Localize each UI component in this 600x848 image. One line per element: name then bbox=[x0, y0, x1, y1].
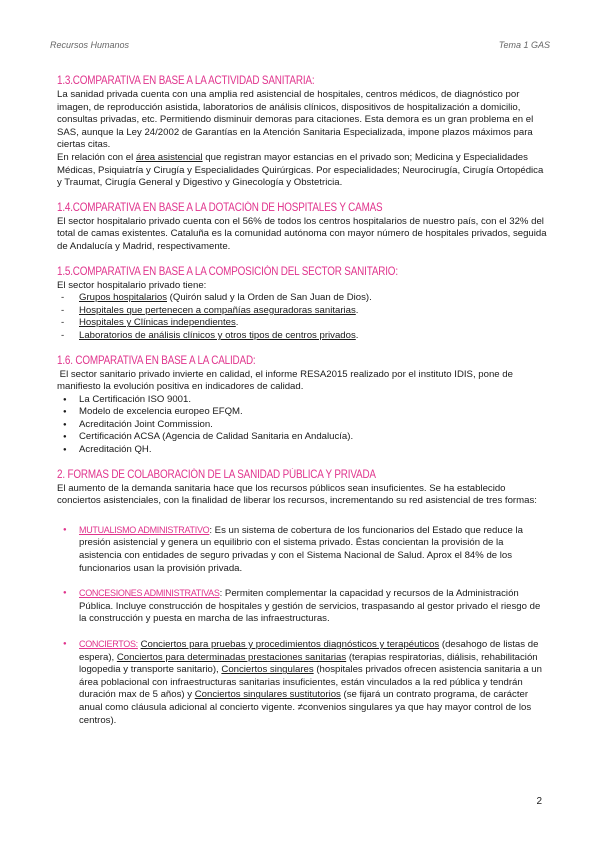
text-run: : Es un sistema de cobertura de los funcionarios del Estado que reduce la presión asistencial y genera un equilibrio con el sistema privado. Éstas concientan la provisión de la asistencia con entidades de seguro privadas y con el Sistema Nacional de Salud. Aprox el 84% de los funcionarios usan la provisión privada. bbox=[79, 524, 523, 574]
text-run: (Quirón salud y la Orden de San Juan de Dios). bbox=[167, 292, 372, 304]
list-item: ● Modelo de excelencia europeo EFQM. bbox=[57, 406, 547, 419]
list-item: ● Acreditación QH. bbox=[57, 444, 547, 457]
running-header-right: Tema 1 GAS bbox=[498, 40, 550, 50]
underlined-term: Conciertos singulares sustitutorios bbox=[194, 689, 341, 701]
page-number: 2 bbox=[536, 796, 542, 807]
underlined-term: Grupos hospitalarios bbox=[79, 292, 167, 304]
text-run: (se fijará un contrato programa, de carácter anual como cláusula adicional al concierto vigente. ≠convenios singulares ya que hay mayor control de los centros). bbox=[79, 689, 532, 726]
text-run: : Permiten complementar la capacidad y recursos de la Administración Pública. Incluye construcción de hospitales y gestión de servicios, traspasando al gestor privado el riesgo de la construcción y puesta en marcha de las infraestructuras. bbox=[79, 588, 541, 625]
section-1-5 bbox=[57, 265, 547, 343]
list-item-mutualismo bbox=[57, 524, 547, 575]
list-item-conciertos bbox=[57, 638, 547, 727]
list-item-concesiones bbox=[57, 587, 547, 626]
list-item bbox=[57, 330, 547, 343]
section-1-4 bbox=[57, 201, 547, 254]
paragraph: El sector hospitalario privado tiene: bbox=[57, 279, 207, 291]
list-item: ● Certificación ACSA (Agencia de Calidad Sanitaria en Andalucía). bbox=[57, 431, 547, 444]
underlined-term: Hospitales que pertenecen a compañías aseguradoras sanitarias bbox=[79, 304, 356, 316]
section-1-6 bbox=[57, 354, 547, 457]
text-run: que registran mayor estancias en el privado son; Medicina y Especialidades Médicas, Psiquiatría y Cirugía y Especialidades Quirúrgicas. Por especialidades; Neurocirugía, Cirugía Ortopédica y Traumat, Cirugía General y Digestivo y Ginecología y Obstetricia. bbox=[57, 151, 544, 189]
paragraph bbox=[57, 152, 547, 190]
paragraph: El aumento de la demanda sanitaria hace que los recursos públicos sean insuficientes. Se ha establecido conciertos asistenciales, con la finalidad de liberar los recursos, incrementando su red asistencial de tres formas: bbox=[57, 482, 537, 507]
list-item bbox=[57, 305, 547, 318]
section-title: 1.3.COMPARATIVA EN BASE A LA ACTIVIDAD SANITARIA: bbox=[57, 75, 315, 87]
running-header-left: Recursos Humanos bbox=[50, 40, 130, 50]
collaboration-list bbox=[57, 524, 547, 727]
quality-list bbox=[57, 394, 547, 457]
text-run: . bbox=[355, 304, 359, 316]
list-item: ● Acreditación Joint Commission. bbox=[57, 419, 547, 432]
term-tag: CONCIERTOS: bbox=[79, 639, 138, 649]
underlined-term: Conciertos para pruebas y procedimientos diagnósticos y terapéuticos bbox=[140, 639, 440, 650]
section-title: 1.6. COMPARATIVA EN BASE A LA CALIDAD: bbox=[57, 354, 256, 367]
text-run: . bbox=[235, 317, 239, 329]
underlined-term: área asistencial bbox=[135, 151, 203, 163]
underlined-term: Laboratorios de análisis clínicos y otros tipos de centros privados bbox=[79, 329, 356, 341]
paragraph: La sanidad privada cuenta con una amplia red asistencial de hospitales, centros médicos, de diagnóstico por imagen, de reproducción asistida, laboratorios de análisis clínicos, dispositivos de hospitalización a domicilio, consultas privadas, etc. Permitiendo disminuir demoras para citaciones. Esta demora es un gran problema en el SAS, aunque la Ley 24/2002 de Garantías en la Atención Sanitaria Especializada, impone plazos máximos para ciertas citas. bbox=[57, 89, 534, 151]
composition-list bbox=[57, 292, 547, 342]
term-tag: CONCESIONES ADMINISTRATIVAS bbox=[79, 588, 220, 599]
list-item: ● La Certificación ISO 9001. bbox=[57, 394, 547, 407]
paragraph: El sector sanitario privado invierte en calidad, el informe RESA2015 realizado por el instituto IDIS, pone de manifiesto la evolución positiva en indicadores de calidad. bbox=[57, 368, 516, 393]
underlined-term: Conciertos singulares bbox=[221, 664, 314, 676]
paragraph: El sector hospitalario privado cuenta con el 56% de todos los centros hospitalarios de nuestro país, con el 32% del total de camas existentes. Cataluña es la comunidad autónoma con mayor número de hospitales privados, seguida de Andalucía y Madrid, respectivamente. bbox=[57, 215, 547, 252]
text-run: En relación con el bbox=[57, 151, 136, 163]
section-1-3 bbox=[57, 74, 547, 190]
list-item bbox=[57, 317, 547, 330]
text-run: . bbox=[355, 329, 359, 341]
section-title: 1.5.COMPARATIVA EN BASE A LA COMPOSICIÓN DEL SECTOR SANITARIO: bbox=[57, 265, 398, 278]
section-title: 1.4.COMPARATIVA EN BASE A LA DOTACIÓN DE HOSPITALES Y CAMAS bbox=[57, 201, 383, 214]
text-run: (hospitales privados ofrecen asistencia sanitaria a un área poblacional con infraestructuras sanitarias insuficientes, están vinculados a la red pública y tendrán duración max de 5 años) y bbox=[79, 664, 542, 701]
term-tag: MUTUALISMO ADMINISTRATIVO bbox=[79, 524, 210, 535]
text-run: (terapias respiratorias, diálisis, rehabilitación logopedia y transporte sanitario), bbox=[79, 651, 538, 676]
list-item bbox=[57, 292, 547, 305]
underlined-term: Conciertos para determinadas prestaciones sanitarias bbox=[116, 651, 347, 663]
page-body bbox=[57, 74, 547, 739]
section-2 bbox=[57, 468, 547, 728]
underlined-term: Hospitales y Clínicas independientes bbox=[79, 317, 236, 329]
text-run: (desahogo de listas de espera), bbox=[79, 639, 539, 663]
section-title: 2. FORMAS DE COLABORACIÓN DE LA SANIDAD PÚBLICA Y PRIVADA bbox=[57, 468, 376, 481]
